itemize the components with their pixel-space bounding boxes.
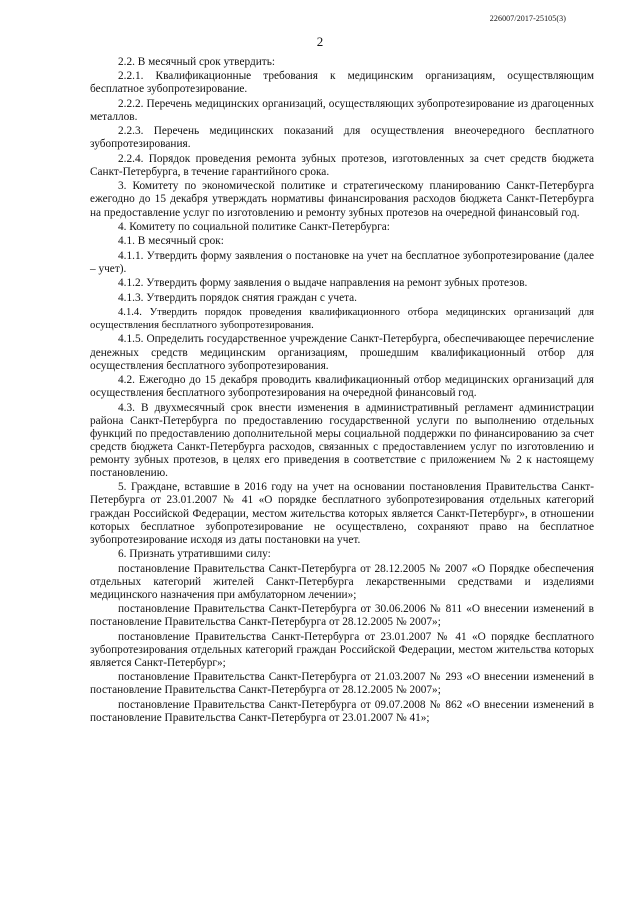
paragraph-2-2-4: 2.2.4. Порядок проведения ремонта зубных протезов, изготовленных за счет средств бюджета Санкт-Петербурга, в течение гарантийного срока.: [90, 152, 594, 178]
paragraph-4-2: 4.2. Ежегодно до 15 декабря проводить квалификационный отбор медицинских организаций для осуществления бесплатного зубопротезирования на очередной финансовый год.: [90, 374, 594, 400]
document-body: [90, 56, 594, 726]
paragraph-6: 6. Признать утратившими силу:: [118, 548, 271, 561]
document-number: 226007/2017-25105(3): [489, 14, 566, 23]
paragraph-5: 5. Граждане, вставшие в 2016 году на учет на основании постановления Правительства Санкт-Петербурга от 23.01.2007 № 41 «О порядке бесплатного зубопротезирования отдельных категорий граждан Российской Федерации, местом жительства которых является Санкт-Петербург», в отношении которых бесплатное зубопротезирование не осуществлено, сохраняют право на бесплатное зубопротезирование исходя из даты постановки на учет.: [90, 481, 594, 546]
paragraph-4-1-3: 4.1.3. Утвердить порядок снятия граждан с учета.: [118, 291, 357, 304]
repealed-act-2: постановление Правительства Санкт-Петербурга от 30.06.2006 № 811 «О внесении изменений в постановление Правительства Санкт-Петербурга от 28.12.2005 № 2007»;: [90, 603, 594, 629]
paragraph-4: 4. Комитету по социальной политике Санкт-Петербурга:: [118, 220, 390, 233]
paragraph-4-1-5: 4.1.5. Определить государственное учреждение Санкт-Петербурга, обеспечивающее перечисление денежных средств медицинским организациям, прошедшим квалификационный отбор для осуществления бесплатного зубопротезирования.: [90, 333, 594, 372]
repealed-act-1: постановление Правительства Санкт-Петербурга от 28.12.2005 № 2007 «О Порядке обеспечения отдельных категорий жителей Санкт-Петербурга лекарственными средствами и изделиями медицинского назначения при амбулаторном лечении»;: [90, 562, 594, 601]
paragraph-4-1-1: 4.1.1. Утвердить форму заявления о постановке на учет на бесплатное зубопротезирование (далее – учет).: [90, 249, 594, 275]
paragraph-4-1-2: 4.1.2. Утвердить форму заявления о выдаче направления на ремонт зубных протезов.: [118, 277, 528, 290]
paragraph-4-1: 4.1. В месячный срок:: [118, 235, 224, 248]
page-number: 2: [316, 34, 324, 49]
paragraph-2-2-3: 2.2.3. Перечень медицинских показаний для осуществления внеочередного бесплатного зубопротезирования.: [90, 125, 594, 151]
paragraph-4-1-4: 4.1.4. Утвердить порядок проведения квалификационного отбора медицинских организаций для осуществления бесплатного зубопротезирования.: [90, 306, 594, 332]
paragraph-2-2: 2.2. В месячный срок утвердить:: [118, 56, 275, 68]
repealed-act-4: постановление Правительства Санкт-Петербурга от 21.03.2007 № 293 «О внесении изменений в постановление Правительства Санкт-Петербурга от 28.12.2005 № 2007»;: [90, 671, 594, 697]
paragraph-4-3: 4.3. В двухмесячный срок внести изменения в административный регламент администрации района Санкт-Петербурга по предоставлению государственной услуги по выполнению отдельных функций по предоставлению дополнительной меры социальной поддержки по финансированию за счет средств бюджета Санкт-Петербурга расходов, связанных с предоставлением услуг по изготовлению и ремонту зубных протезов, в целях его приведения в соответствие с приложением № 2 к настоящему постановлению.: [90, 401, 594, 479]
paragraph-3: 3. Комитету по экономической политике и стратегическому планированию Санкт-Петербурга ежегодно до 15 декабря утверждать нормативы финансирования расходов бюджета Санкт-Петербурга на предоставление услуг по изготовлению и ремонту зубных протезов на очередной финансовый год.: [90, 180, 594, 219]
paragraph-2-2-1: 2.2.1. Квалификационные требования к медицинским организациям, осуществляющим бесплатное зубопротезирование.: [90, 70, 594, 96]
repealed-act-3: постановление Правительства Санкт-Петербурга от 23.01.2007 № 41 «О порядке бесплатного зубопротезирования отдельных категорий граждан Российской Федерации, местом жительства которых является Санкт-Петербург»;: [90, 630, 594, 669]
repealed-act-5: постановление Правительства Санкт-Петербурга от 09.07.2008 № 862 «О внесении изменений в постановление Правительства Санкт-Петербурга от 23.01.2007 № 41»;: [90, 698, 594, 724]
paragraph-2-2-2: 2.2.2. Перечень медицинских организаций, осуществляющих зубопротезирование из драгоценных металлов.: [90, 97, 594, 123]
